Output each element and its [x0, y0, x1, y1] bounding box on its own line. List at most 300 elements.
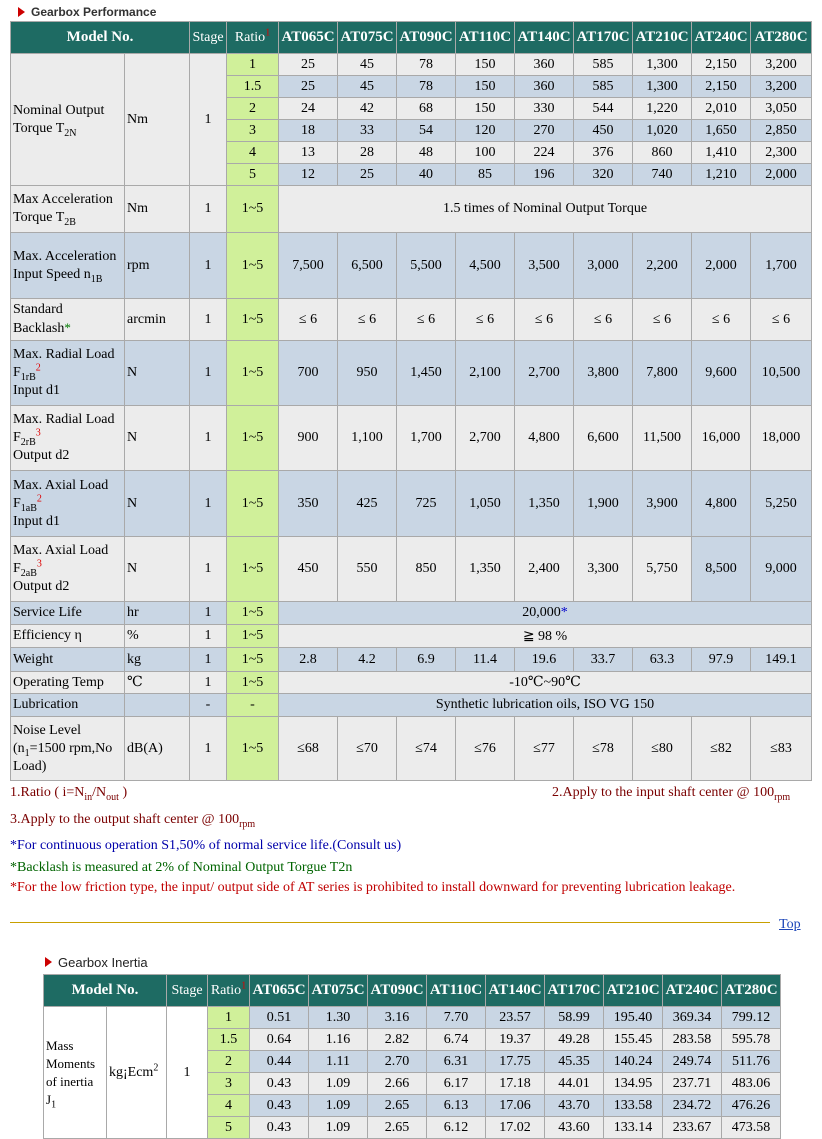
value-cell: 1,900: [574, 471, 633, 537]
value-cell: 3,000: [574, 233, 633, 299]
value-cell: 1,050: [456, 471, 515, 537]
table-row: [11, 54, 812, 76]
unit-cell: arcmin: [125, 299, 190, 341]
value-cell: 585: [574, 76, 633, 98]
inertia-header: [45, 952, 148, 972]
unit-cell: kg: [125, 648, 190, 672]
value-cell: 7,500: [279, 233, 338, 299]
value-cell: 249.74: [663, 1051, 722, 1073]
performance-table: [10, 21, 812, 781]
ratio-cell: 3: [227, 120, 279, 142]
value-cell: 1,450: [397, 341, 456, 406]
value-cell: ≤ 6: [633, 299, 692, 341]
value-cell: 450: [574, 120, 633, 142]
model-header: AT170C: [545, 975, 604, 1007]
value-cell: 511.76: [722, 1051, 781, 1073]
unit-cell: N: [125, 471, 190, 537]
table-row: [11, 602, 812, 625]
value-cell: 25: [279, 76, 338, 98]
stage-cell: 1: [190, 299, 227, 341]
value-cell: 33: [338, 120, 397, 142]
model-header: AT210C: [604, 975, 663, 1007]
value-cell: 3,050: [751, 98, 812, 120]
value-cell: 2.66: [368, 1073, 427, 1095]
red-arrow-icon: [18, 7, 25, 17]
table-row: [11, 717, 812, 781]
stage-cell: 1: [190, 186, 227, 233]
note-backlash: *Backlash is measured at 2% of Nominal Output Torgue T2n: [10, 860, 353, 875]
value-cell: 11,500: [633, 406, 692, 471]
value-cell: 0.64: [250, 1029, 309, 1051]
ratio-cell: 1~5: [227, 602, 279, 625]
stage-cell: 1: [190, 537, 227, 602]
max-accel-torque-label: Max Acceleration Torque $T_{2B}$: [11, 186, 125, 233]
model-header: AT065C: [279, 22, 338, 54]
stage-cell: 1: [167, 1007, 208, 1139]
model-header: AT075C: [309, 975, 368, 1007]
value-cell: 2,150: [692, 54, 751, 76]
ratio-cell: 1~5: [227, 299, 279, 341]
nominal-torque-label: Nominal Output Torque $T_{2N}$: [11, 54, 125, 186]
axial-load-output-label: Max. Axial Load $F_{2aB}^3$ Output d2: [11, 537, 125, 602]
value-cell: 78: [397, 76, 456, 98]
value-cell: 58.99: [545, 1007, 604, 1029]
ratio-header: Ratio$^1$: [208, 975, 250, 1007]
value-cell: 7,800: [633, 341, 692, 406]
value-cell: ≤68: [279, 717, 338, 781]
value-cell: 149.1: [751, 648, 812, 672]
value-cell: 2,100: [456, 341, 515, 406]
value-cell: 49.28: [545, 1029, 604, 1051]
value-cell: 2.65: [368, 1117, 427, 1139]
value-cell: 4.2: [338, 648, 397, 672]
value-cell: 2.65: [368, 1095, 427, 1117]
value-cell: ≤ 6: [751, 299, 812, 341]
value-cell: 10,500: [751, 341, 812, 406]
model-header: AT240C: [692, 22, 751, 54]
value-cell: 9,600: [692, 341, 751, 406]
value-cell: 5,500: [397, 233, 456, 299]
value-cell: 0.43: [250, 1095, 309, 1117]
value-cell: 350: [279, 471, 338, 537]
value-cell: 3,500: [515, 233, 574, 299]
value-cell: 1,100: [338, 406, 397, 471]
value-cell: 97.9: [692, 648, 751, 672]
value-cell: 1,350: [456, 537, 515, 602]
value-cell: 6,600: [574, 406, 633, 471]
value-cell: 134.95: [604, 1073, 663, 1095]
value-cell: 2.82: [368, 1029, 427, 1051]
stage-cell: 1: [190, 717, 227, 781]
merged-value-cell: ≧ 98 %: [279, 625, 812, 648]
value-cell: 54: [397, 120, 456, 142]
value-cell: 237.71: [663, 1073, 722, 1095]
value-cell: 1,210: [692, 164, 751, 186]
value-cell: 150: [456, 76, 515, 98]
value-cell: 0.43: [250, 1073, 309, 1095]
value-cell: 360: [515, 76, 574, 98]
model-header: AT090C: [397, 22, 456, 54]
note-ratio: 1.Ratio ( $i=N_{in}/N_{out}$ ): [10, 785, 128, 803]
value-cell: 17.18: [486, 1073, 545, 1095]
ratio-cell: 4: [208, 1095, 250, 1117]
value-cell: 3,200: [751, 76, 812, 98]
value-cell: 33.7: [574, 648, 633, 672]
value-cell: 5,750: [633, 537, 692, 602]
value-cell: 2,010: [692, 98, 751, 120]
value-cell: 900: [279, 406, 338, 471]
value-cell: 85: [456, 164, 515, 186]
value-cell: 25: [279, 54, 338, 76]
value-cell: ≤78: [574, 717, 633, 781]
ratio-cell: 1~5: [227, 233, 279, 299]
value-cell: 45.35: [545, 1051, 604, 1073]
merged-value-cell: Synthetic lubrication oils, ISO VG 150: [279, 694, 812, 717]
value-cell: 17.75: [486, 1051, 545, 1073]
value-cell: 18: [279, 120, 338, 142]
value-cell: 40: [397, 164, 456, 186]
note-low-friction: *For the low friction type, the input/ output side of AT series is prohibited to install downward for preventing lubrication leakage.: [10, 880, 736, 895]
value-cell: ≤77: [515, 717, 574, 781]
performance-header: [18, 3, 156, 21]
unit-cell: N: [125, 406, 190, 471]
ratio-cell: 1~5: [227, 471, 279, 537]
table-row: [11, 233, 812, 299]
stage-cell: 1: [190, 672, 227, 694]
ratio-cell: 5: [227, 164, 279, 186]
value-cell: ≤ 6: [397, 299, 456, 341]
ratio-cell: 2: [227, 98, 279, 120]
value-cell: ≤76: [456, 717, 515, 781]
ratio-cell: 1.5: [208, 1029, 250, 1051]
value-cell: 550: [338, 537, 397, 602]
table-row: [11, 625, 812, 648]
value-cell: 2,300: [751, 142, 812, 164]
ratio-cell: 1~5: [227, 186, 279, 233]
mass-moments-label: Mass Moments of inertia $J_1$: [44, 1007, 107, 1139]
value-cell: ≤74: [397, 717, 456, 781]
value-cell: 595.78: [722, 1029, 781, 1051]
backlash-label: Standard Backlash*: [11, 299, 125, 341]
value-cell: 3,800: [574, 341, 633, 406]
value-cell: 1,300: [633, 76, 692, 98]
ratio-cell: -: [227, 694, 279, 717]
unit-cell: dB(A): [125, 717, 190, 781]
value-cell: 6,500: [338, 233, 397, 299]
stage-header: Stage: [167, 975, 208, 1007]
value-cell: 133.58: [604, 1095, 663, 1117]
value-cell: 360: [515, 54, 574, 76]
model-header: AT170C: [574, 22, 633, 54]
value-cell: 4,500: [456, 233, 515, 299]
value-cell: 24: [279, 98, 338, 120]
ratio-cell: 2: [208, 1051, 250, 1073]
value-cell: 2,000: [692, 233, 751, 299]
value-cell: 68: [397, 98, 456, 120]
table-row: [11, 694, 812, 717]
ratio-header: Ratio$^1$: [227, 22, 279, 54]
perf-header-row: [11, 22, 812, 54]
note-input-shaft: 2.Apply to the input shaft center @ $100_{rpm}$: [552, 785, 791, 803]
value-cell: 2,200: [633, 233, 692, 299]
model-header: AT090C: [368, 975, 427, 1007]
value-cell: 1.09: [309, 1095, 368, 1117]
value-cell: 12: [279, 164, 338, 186]
value-cell: ≤70: [338, 717, 397, 781]
value-cell: 18,000: [751, 406, 812, 471]
value-cell: 133.14: [604, 1117, 663, 1139]
value-cell: 850: [397, 537, 456, 602]
value-cell: ≤ 6: [338, 299, 397, 341]
value-cell: 45: [338, 54, 397, 76]
stage-cell: 1: [190, 471, 227, 537]
value-cell: 330: [515, 98, 574, 120]
value-cell: 155.45: [604, 1029, 663, 1051]
value-cell: 11.4: [456, 648, 515, 672]
note-continuous-operation: *For continuous operation S1,50% of normal service life.(Consult us): [10, 838, 402, 853]
value-cell: 2,700: [515, 341, 574, 406]
value-cell: ≤ 6: [515, 299, 574, 341]
value-cell: 1,700: [751, 233, 812, 299]
table-row: [11, 406, 812, 471]
table-row: [11, 471, 812, 537]
value-cell: 234.72: [663, 1095, 722, 1117]
value-cell: 1.16: [309, 1029, 368, 1051]
radial-load-input-label: Max. Radial Load $F_{1rB}^2$ Input d1: [11, 341, 125, 406]
value-cell: 8,500: [692, 537, 751, 602]
value-cell: 1,350: [515, 471, 574, 537]
merged-value-cell: 20,000*: [279, 602, 812, 625]
table-row: [11, 341, 812, 406]
top-link[interactable]: Top: [779, 917, 801, 932]
model-no-header: Model No.: [44, 975, 167, 1007]
value-cell: 45: [338, 76, 397, 98]
table-row: [11, 186, 812, 233]
model-header: AT075C: [338, 22, 397, 54]
divider-line: [10, 922, 770, 923]
value-cell: 585: [574, 54, 633, 76]
value-cell: 233.67: [663, 1117, 722, 1139]
unit-cell: kg¡Ecm$^2$: [107, 1007, 167, 1139]
value-cell: 450: [279, 537, 338, 602]
model-header: AT140C: [486, 975, 545, 1007]
value-cell: 0.43: [250, 1117, 309, 1139]
max-accel-speed-label: Max. Acceleration Input Speed $n_{1B}$: [11, 233, 125, 299]
value-cell: 544: [574, 98, 633, 120]
noise-level-label: Noise Level ($n_1=1500$ rpm,No Load): [11, 717, 125, 781]
stage-cell: 1: [190, 625, 227, 648]
value-cell: 2.8: [279, 648, 338, 672]
value-cell: 7.70: [427, 1007, 486, 1029]
merged-value-cell: 1.5 times of Nominal Output Torque: [279, 186, 812, 233]
stage-cell: -: [190, 694, 227, 717]
ratio-cell: 1~5: [227, 672, 279, 694]
table-row: [11, 648, 812, 672]
ratio-cell: 1~5: [227, 625, 279, 648]
value-cell: 4,800: [692, 471, 751, 537]
value-cell: 120: [456, 120, 515, 142]
value-cell: 224: [515, 142, 574, 164]
stage-cell: 1: [190, 341, 227, 406]
stage-header: Stage: [190, 22, 227, 54]
unit-cell: [125, 694, 190, 717]
value-cell: 63.3: [633, 648, 692, 672]
value-cell: 6.74: [427, 1029, 486, 1051]
value-cell: 476.26: [722, 1095, 781, 1117]
value-cell: ≤82: [692, 717, 751, 781]
lubrication-label: Lubrication: [11, 694, 125, 717]
radial-load-output-label: Max. Radial Load $F_{2rB}^3$ Output d2: [11, 406, 125, 471]
value-cell: 43.60: [545, 1117, 604, 1139]
model-no-header: Model No.: [11, 22, 190, 54]
value-cell: 1,410: [692, 142, 751, 164]
value-cell: 4,800: [515, 406, 574, 471]
value-cell: 283.58: [663, 1029, 722, 1051]
value-cell: 9,000: [751, 537, 812, 602]
unit-cell: N: [125, 537, 190, 602]
model-header: AT065C: [250, 975, 309, 1007]
stage-cell: 1: [190, 406, 227, 471]
value-cell: 5,250: [751, 471, 812, 537]
value-cell: 6.31: [427, 1051, 486, 1073]
value-cell: 320: [574, 164, 633, 186]
value-cell: 2,850: [751, 120, 812, 142]
value-cell: 740: [633, 164, 692, 186]
value-cell: 195.40: [604, 1007, 663, 1029]
unit-cell: %: [125, 625, 190, 648]
value-cell: 28: [338, 142, 397, 164]
model-header: AT110C: [456, 22, 515, 54]
unit-cell: Nm: [125, 54, 190, 186]
value-cell: 42: [338, 98, 397, 120]
table-row: [11, 672, 812, 694]
ratio-cell: 1: [227, 54, 279, 76]
value-cell: 43.70: [545, 1095, 604, 1117]
stage-cell: 1: [190, 602, 227, 625]
operating-temp-label: Operating Temp: [11, 672, 125, 694]
note-output-shaft: 3.Apply to the output shaft center @ $100_{rpm}$: [10, 812, 256, 830]
merged-value-cell: -10℃~90℃: [279, 672, 812, 694]
value-cell: 100: [456, 142, 515, 164]
value-cell: 17.06: [486, 1095, 545, 1117]
value-cell: ≤ 6: [456, 299, 515, 341]
stage-cell: 1: [190, 54, 227, 186]
weight-label: Weight: [11, 648, 125, 672]
model-header: AT110C: [427, 975, 486, 1007]
value-cell: 2,400: [515, 537, 574, 602]
inertia-header-row: [44, 975, 781, 1007]
value-cell: 1,700: [397, 406, 456, 471]
stage-cell: 1: [190, 233, 227, 299]
value-cell: 483.06: [722, 1073, 781, 1095]
value-cell: 6.17: [427, 1073, 486, 1095]
value-cell: 1,650: [692, 120, 751, 142]
model-header: AT210C: [633, 22, 692, 54]
model-header: AT140C: [515, 22, 574, 54]
efficiency-label: Efficiency η: [11, 625, 125, 648]
value-cell: 48: [397, 142, 456, 164]
value-cell: 196: [515, 164, 574, 186]
value-cell: ≤83: [751, 717, 812, 781]
value-cell: 3,200: [751, 54, 812, 76]
value-cell: 13: [279, 142, 338, 164]
axial-load-input-label: Max. Axial Load $F_{1aB}^2$ Input d1: [11, 471, 125, 537]
ratio-cell: 1~5: [227, 648, 279, 672]
value-cell: 0.51: [250, 1007, 309, 1029]
service-life-label: Service Life: [11, 602, 125, 625]
value-cell: ≤ 6: [279, 299, 338, 341]
value-cell: 1.09: [309, 1073, 368, 1095]
value-cell: 376: [574, 142, 633, 164]
ratio-cell: 1~5: [227, 537, 279, 602]
value-cell: 1,300: [633, 54, 692, 76]
table-row: [11, 299, 812, 341]
value-cell: 44.01: [545, 1073, 604, 1095]
value-cell: 150: [456, 98, 515, 120]
ratio-cell: 5: [208, 1117, 250, 1139]
inertia-title: Gearbox Inertia: [58, 954, 148, 970]
value-cell: 799.12: [722, 1007, 781, 1029]
performance-title: Gearbox Performance: [31, 5, 157, 19]
unit-cell: N: [125, 341, 190, 406]
value-cell: 425: [338, 471, 397, 537]
model-header: AT280C: [722, 975, 781, 1007]
value-cell: 2,150: [692, 76, 751, 98]
value-cell: 860: [633, 142, 692, 164]
model-header: AT280C: [751, 22, 812, 54]
unit-cell: ℃: [125, 672, 190, 694]
ratio-cell: 1~5: [227, 717, 279, 781]
ratio-cell: 1~5: [227, 341, 279, 406]
value-cell: 1.30: [309, 1007, 368, 1029]
value-cell: 1,220: [633, 98, 692, 120]
value-cell: 3.16: [368, 1007, 427, 1029]
value-cell: ≤ 6: [574, 299, 633, 341]
value-cell: 2,000: [751, 164, 812, 186]
inertia-table: [43, 974, 781, 1139]
value-cell: 78: [397, 54, 456, 76]
value-cell: 700: [279, 341, 338, 406]
value-cell: 1.09: [309, 1117, 368, 1139]
value-cell: ≤80: [633, 717, 692, 781]
value-cell: 3,900: [633, 471, 692, 537]
table-row: [11, 537, 812, 602]
value-cell: 3,300: [574, 537, 633, 602]
ratio-cell: 3: [208, 1073, 250, 1095]
value-cell: 369.34: [663, 1007, 722, 1029]
value-cell: 2.70: [368, 1051, 427, 1073]
value-cell: 270: [515, 120, 574, 142]
value-cell: 140.24: [604, 1051, 663, 1073]
value-cell: 17.02: [486, 1117, 545, 1139]
value-cell: 150: [456, 54, 515, 76]
value-cell: 19.37: [486, 1029, 545, 1051]
value-cell: 1,020: [633, 120, 692, 142]
value-cell: 16,000: [692, 406, 751, 471]
value-cell: 0.44: [250, 1051, 309, 1073]
value-cell: 23.57: [486, 1007, 545, 1029]
value-cell: 1.11: [309, 1051, 368, 1073]
value-cell: 2,700: [456, 406, 515, 471]
unit-cell: rpm: [125, 233, 190, 299]
ratio-cell: 1~5: [227, 406, 279, 471]
value-cell: 25: [338, 164, 397, 186]
value-cell: 473.58: [722, 1117, 781, 1139]
red-arrow-icon: [45, 957, 52, 967]
table-row: [44, 1007, 781, 1029]
model-header: AT240C: [663, 975, 722, 1007]
stage-cell: 1: [190, 648, 227, 672]
